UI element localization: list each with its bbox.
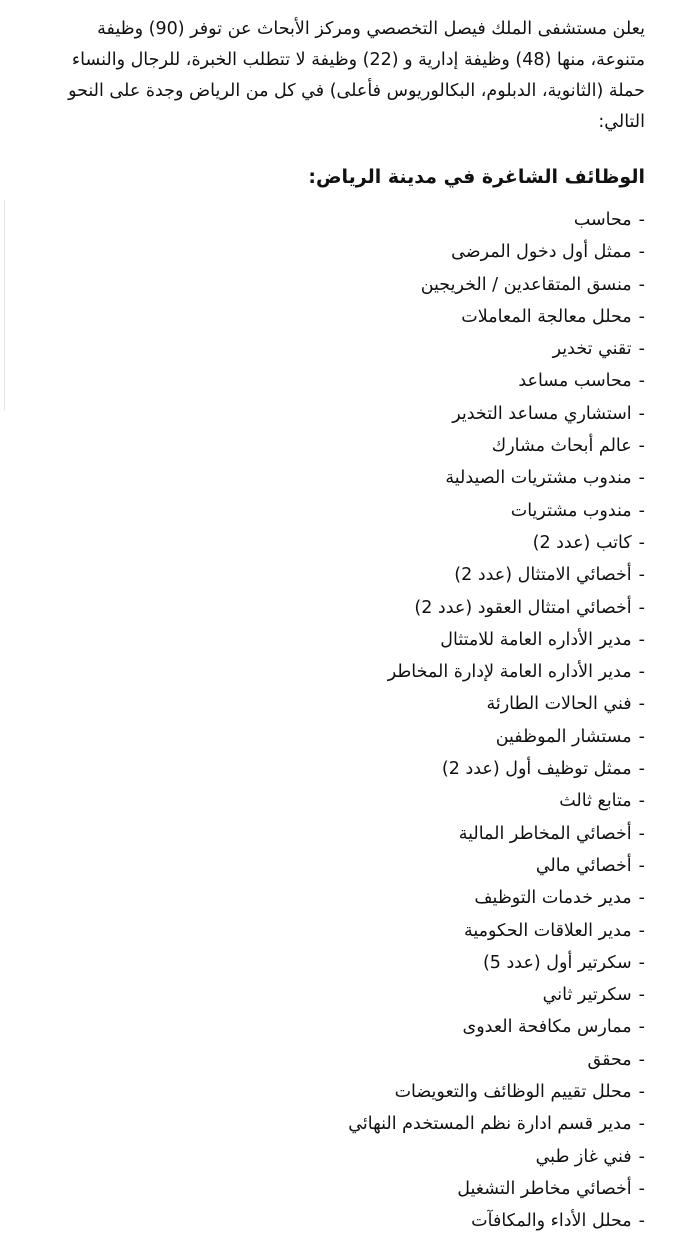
job-title: محلل تقييم الوظائف والتعويضات <box>394 1082 632 1103</box>
bullet-dash: - <box>638 759 645 780</box>
job-list-item <box>20 333 645 365</box>
job-title: عالم أبحاث مشارك <box>491 436 632 457</box>
job-list-item <box>20 398 645 430</box>
bullet-dash: - <box>638 1017 645 1038</box>
job-list-item <box>20 1108 645 1140</box>
job-list-item <box>20 495 645 527</box>
job-list-item <box>20 462 645 494</box>
bullet-dash: - <box>638 436 645 457</box>
bullet-dash: - <box>638 597 645 618</box>
bullet-dash: - <box>638 629 645 650</box>
bullet-dash: - <box>638 1049 645 1070</box>
job-list-item <box>20 1173 645 1205</box>
intro-paragraph <box>20 14 645 138</box>
bullet-dash: - <box>638 694 645 715</box>
job-list-item <box>20 204 645 236</box>
bullet-dash: - <box>638 210 645 230</box>
job-list-item <box>20 882 645 914</box>
bullet-dash: - <box>638 1082 645 1103</box>
job-title: مدير الأداره العامة للامتثال <box>440 629 632 650</box>
job-list-item <box>20 1076 645 1108</box>
bullet-dash: - <box>638 726 645 747</box>
page-edge-line <box>4 200 5 410</box>
job-list-item <box>20 1205 645 1237</box>
job-title: أخصائي المخاطر المالية <box>458 823 632 844</box>
bullet-dash: - <box>638 371 645 392</box>
job-list-item <box>20 947 645 979</box>
job-title: كاتب (عدد 2) <box>532 532 632 553</box>
job-list-item <box>20 624 645 656</box>
job-list-item <box>20 979 645 1011</box>
bullet-dash: - <box>638 985 645 1006</box>
job-title: أخصائي مالي <box>535 855 632 876</box>
job-list-item <box>20 592 645 624</box>
job-title: محلل الأداء والمكافآت <box>471 1211 632 1232</box>
bullet-dash: - <box>638 888 645 909</box>
job-title: مندوب مشتريات الصيدلية <box>445 468 632 489</box>
job-title: محاسب مساعد <box>518 371 632 392</box>
bullet-dash: - <box>638 791 645 812</box>
job-title: محلل معالجة المعاملات <box>461 306 632 327</box>
intro-line-4: التالي: <box>598 112 645 132</box>
bullet-dash: - <box>638 823 645 844</box>
job-list-item <box>20 1044 645 1076</box>
job-list-item <box>20 1141 645 1173</box>
bullet-dash: - <box>638 1178 645 1199</box>
job-list-item <box>20 527 645 559</box>
job-list-item <box>20 430 645 462</box>
job-list-item <box>20 301 645 333</box>
job-title: مدير قسم ادارة نظم المستخدم النهائي <box>348 1114 632 1135</box>
job-list-item <box>20 236 645 268</box>
job-list-item <box>20 1011 645 1043</box>
job-title: مدير العلاقات الحكومية <box>463 920 632 941</box>
job-title: متابع ثالث <box>559 791 632 812</box>
job-title: سكرتير ثاني <box>542 985 632 1006</box>
job-title: مندوب مشتريات <box>510 500 632 521</box>
job-title: أخصائي الامتثال (عدد 2) <box>454 565 632 586</box>
job-title: ممثل توظيف أول (عدد 2) <box>441 759 632 780</box>
job-list-item <box>20 753 645 785</box>
job-title: محقق <box>587 1049 632 1070</box>
job-list-item <box>20 656 645 688</box>
job-list-item <box>20 559 645 591</box>
bullet-dash: - <box>638 468 645 489</box>
bullet-dash: - <box>638 855 645 876</box>
bullet-dash: - <box>638 565 645 586</box>
job-list-item <box>20 365 645 397</box>
intro-line-1: يعلن مستشفى الملك فيصل التخصصي ومركز الأبحاث عن توفر (90) وظيفة <box>97 19 645 39</box>
bullet-dash: - <box>638 1146 645 1167</box>
job-title: ممثل أول دخول المرضى <box>451 242 632 263</box>
bullet-dash: - <box>638 1211 645 1232</box>
job-title: محاسب <box>573 210 632 230</box>
job-list-item <box>20 785 645 817</box>
intro-line-2: متنوعة، منها (48) وظيفة إدارية و (22) وظيفة لا تتطلب الخبرة، للرجال والنساء <box>71 50 645 70</box>
job-title: فني الحالات الطارئة <box>486 694 632 715</box>
bullet-dash: - <box>638 1114 645 1135</box>
bullet-dash: - <box>638 306 645 327</box>
bullet-dash: - <box>638 339 645 360</box>
job-title: أخصائي مخاطر التشغيل <box>457 1178 632 1199</box>
job-title: مدير الأداره العامة لإدارة المخاطر <box>387 662 632 683</box>
job-title: أخصائي امتثال العقود (عدد 2) <box>414 597 632 618</box>
job-title: منسق المتقاعدين / الخريجين <box>420 274 632 295</box>
bullet-dash: - <box>638 532 645 553</box>
job-list-item <box>20 688 645 720</box>
job-title: فني غاز طبي <box>535 1146 632 1167</box>
bullet-dash: - <box>638 500 645 521</box>
job-list-item <box>20 721 645 753</box>
job-list <box>20 204 645 1238</box>
job-title: استشاري مساعد التخدير <box>452 403 632 424</box>
bullet-dash: - <box>638 274 645 295</box>
bullet-dash: - <box>638 403 645 424</box>
intro-line-3: حملة (الثانوية، الدبلوم، البكالوريوس فأعلى) في كل من الرياض وجدة على النحو <box>68 81 645 101</box>
job-list-item <box>20 269 645 301</box>
riyadh-jobs-heading: الوظائف الشاغرة في مدينة الرياض: <box>308 166 645 188</box>
job-title: مدير خدمات التوظيف <box>474 888 632 909</box>
bullet-dash: - <box>638 952 645 973</box>
job-title: تقني تخدير <box>552 339 632 360</box>
bullet-dash: - <box>638 920 645 941</box>
job-title: ممارس مكافحة العدوى <box>462 1017 632 1038</box>
bullet-dash: - <box>638 662 645 683</box>
job-list-item <box>20 915 645 947</box>
job-list-item <box>20 818 645 850</box>
job-title: مستشار الموظفين <box>495 726 632 747</box>
bullet-dash: - <box>638 242 645 263</box>
job-title: سكرتير أول (عدد 5) <box>482 952 632 973</box>
job-list-item <box>20 850 645 882</box>
